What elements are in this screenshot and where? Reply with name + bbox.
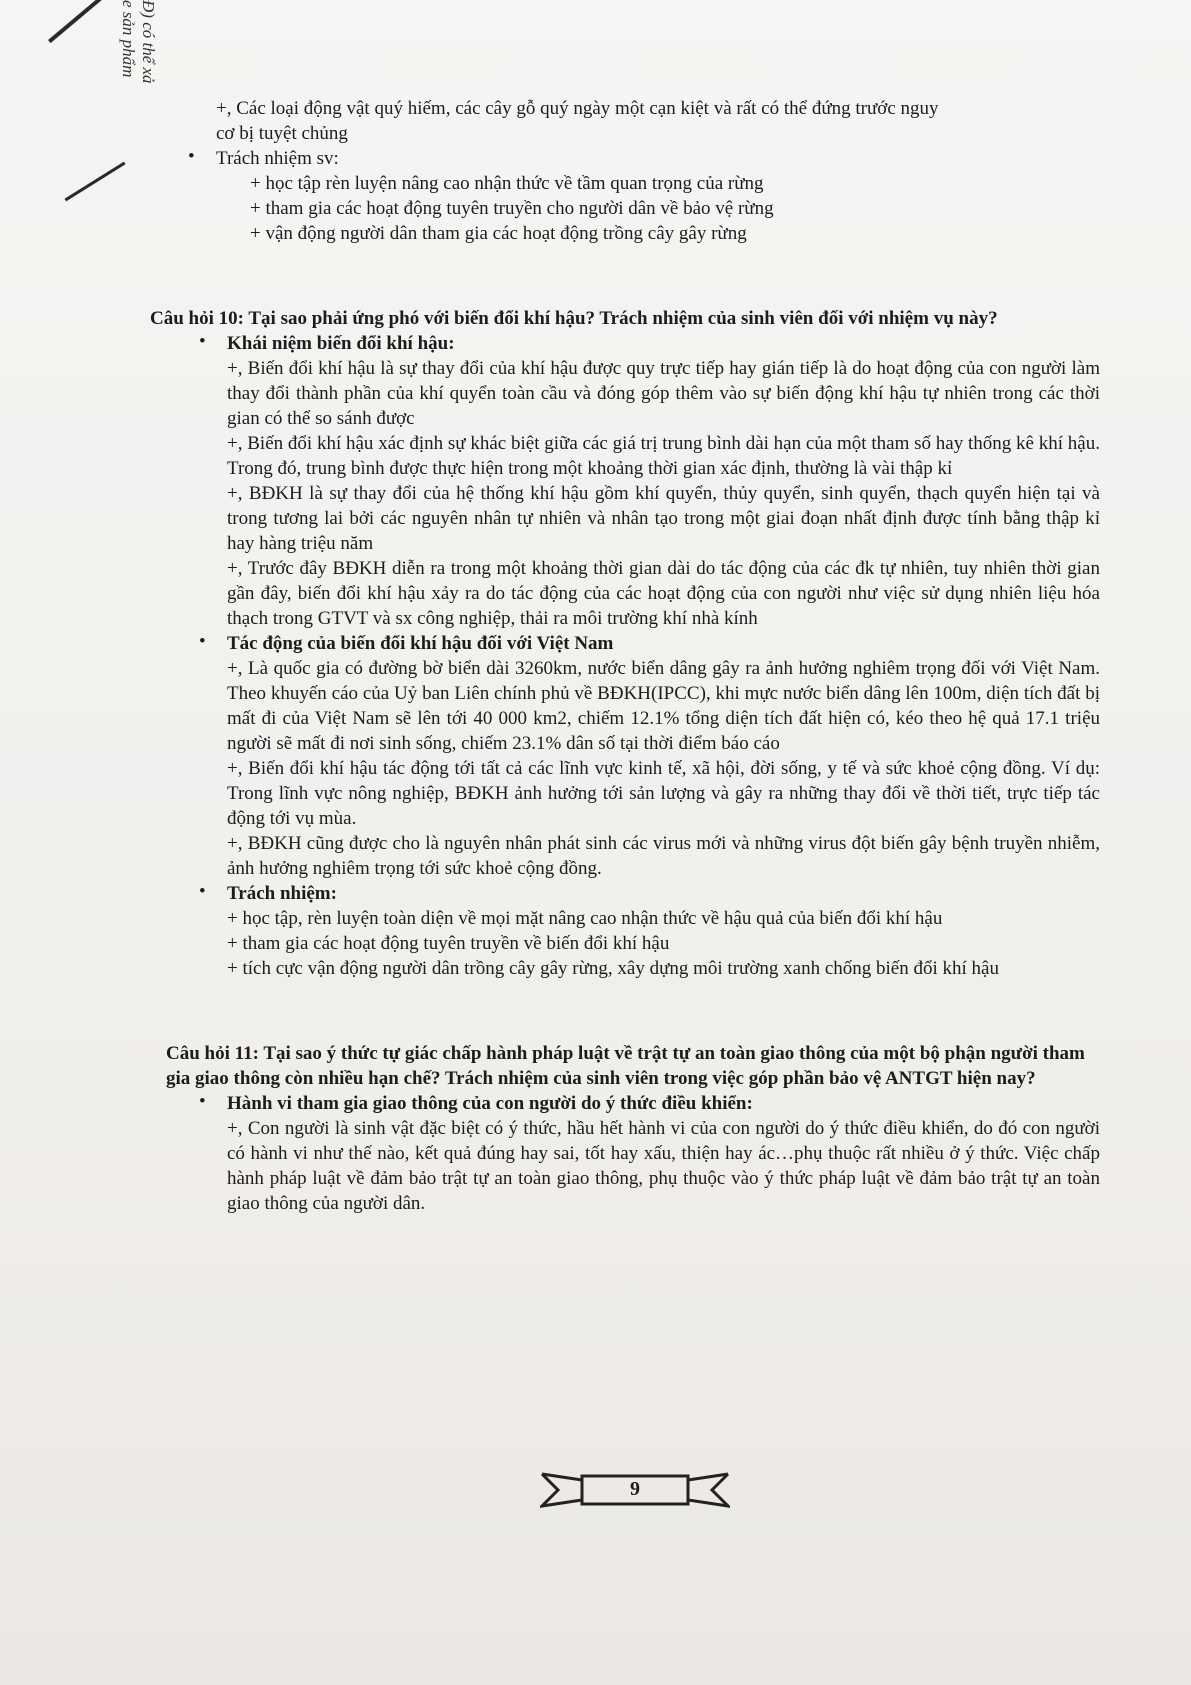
responsibility-label: Trách nhiệm sv: (216, 148, 339, 169)
bullet-item (199, 881, 1100, 906)
question-body (199, 1091, 1100, 1216)
paragraph: +, Biến đổi khí hậu tác động tới tất cả các lĩnh vực kinh tế, xã hội, đời sống, y tế và sức khoẻ cộng đồng. Ví dụ: Trong lĩnh vực nông nghiệp, BĐKH ảnh hưởng tới sản lượng và gây ra những thay đổi về thời tiết, trực tiếp tác động tới vụ mùa. (227, 758, 1100, 829)
list-item: + tích cực vận động người dân trồng cây gây rừng, xây dựng môi trường xanh chống biến đổi khí hậu (227, 958, 999, 979)
section-top (188, 96, 1100, 246)
responsibility-list (216, 171, 1100, 246)
question-title: Câu hỏi 10: Tại sao phải ứng phó với biến đổi khí hậu? Trách nhiệm của sinh viên đối với nhiệm vụ này? (150, 308, 998, 329)
list-item: + tham gia các hoạt động tuyên truyền cho người dân về bảo vệ rừng (250, 198, 774, 219)
question-title: Câu hỏi 11: Tại sao ý thức tự giác chấp hành pháp luật về trật tự an toàn giao thông của một bộ phận người tham gia giao thông còn nhiều hạn chế? Trách nhiệm của sinh viên trong việc góp phần bảo vệ ANTGT hiện nay? (166, 1043, 1085, 1089)
page-number: 9 (630, 1478, 640, 1500)
paragraph: +, Con người là sinh vật đặc biệt có ý thức, hầu hết hành vi của con người do ý thức điều khiển, do đó con người có hành vi như thế nào, kết quả đúng hay sai, tốt hay xấu, thiện hay ác…phụ thuộc rất nhiều ở ý thức. Việc chấp hành pháp luật về đảm bảo trật tự an toàn giao thông, phụ thuộc vào ý thức pháp luật về đảm bảo trật tự an toàn giao thông của người dân. (227, 1118, 1100, 1214)
text-line: +, Các loại động vật quý hiếm, các cây gỗ quý ngày một cạn kiệt và rất có thể đứng trước nguy (216, 98, 939, 119)
bullet-icon: • (199, 331, 206, 352)
list-item: + học tập rèn luyện nâng cao nhận thức về tầm quan trọng của rừng (250, 173, 764, 194)
paragraph: +, Trước đây BĐKH diễn ra trong một khoảng thời gian dài do tác động của các đk tự nhiên, tuy nhiên thời gian gần đây, biến đổi khí hậu xảy ra do tác động của các hoạt động của con người như việc sử dụng nhiên liệu hóa thạch trong GTVT và sx công nghiệp, thải ra môi trường khí nhà kính (227, 558, 1100, 629)
question-11 (166, 1041, 1100, 1216)
page-content (150, 96, 1100, 1216)
side-note-line: Đ) có thể xả (139, 0, 158, 84)
bullet-icon: • (188, 146, 195, 167)
bullet-icon: • (199, 1091, 206, 1112)
sub-heading: Khái niệm biến đổi khí hậu: (227, 333, 455, 354)
bullet-item (199, 331, 1100, 356)
bullet-icon: • (199, 631, 206, 652)
paragraph: +, Biến đổi khí hậu xác định sự khác biệt giữa các giá trị trung bình dài hạn của một tham số hay thống kê khí hậu. Trong đó, trung bình được thực hiện trong một khoảng thời gian xác định, thường là vài thập kỉ (227, 433, 1100, 479)
paragraph: +, BĐKH là sự thay đổi của hệ thống khí hậu gồm khí quyển, thủy quyển, sinh quyển, thạch quyển hiện tại và trong tương lai bởi các nguyên nhân tự nhiên và nhân tạo trong một giai đoạn nhất định được tính bằng thập kỉ hay hàng triệu năm (227, 483, 1100, 554)
bullet-item (199, 1091, 1100, 1116)
text-line: cơ bị tuyệt chủng (216, 123, 348, 144)
sub-heading: Tác động của biến đổi khí hậu đối với Việt Nam (227, 633, 614, 654)
list-item: + tham gia các hoạt động tuyên truyền về biến đổi khí hậu (227, 933, 670, 954)
question-body (199, 331, 1100, 981)
side-note (88, 0, 158, 110)
question-10 (150, 306, 1100, 981)
sub-heading: Hành vi tham gia giao thông của con người do ý thức điều khiển: (227, 1093, 753, 1114)
side-note-line: e sản phẩm (119, 0, 138, 78)
bullet-icon: • (199, 881, 206, 902)
bullet-item (188, 146, 1100, 171)
list-item: + học tập, rèn luyện toàn diện về mọi mặt nâng cao nhận thức về hậu quả của biến đổi khí hậu (227, 908, 943, 929)
list-item: + vận động người dân tham gia các hoạt động trồng cây gây rừng (250, 223, 747, 244)
bullet-item (199, 631, 1100, 656)
paragraph: +, Là quốc gia có đường bờ biển dài 3260km, nước biển dâng gây ra ảnh hưởng nghiêm trọng đối với Việt Nam. Theo khuyến cáo của Uỷ ban Liên chính phủ về BĐKH(IPCC), khi mực nước biển dâng lên 100m, diện tích đất bị mất đi của Việt Nam sẽ lên tới 40 000 km2, chiếm 12.1% tổng diện tích đất hiện có, kéo theo hệ quả 17.1 triệu người sẽ mất đi nơi sinh sống, chiếm 23.1% dân số tại thời điểm báo cáo (227, 658, 1100, 754)
fold-line-lower (65, 162, 126, 202)
page-number-frame (540, 1470, 730, 1510)
paragraph: +, Biến đổi khí hậu là sự thay đổi của khí hậu được quy trực tiếp hay gián tiếp là do hoạt động của con người làm thay đổi thành phần của khí quyển toàn cầu và đóng góp thêm vào sự biến động khí hậu tự nhiên trong các thời gian có thể so sánh được (227, 358, 1100, 429)
sub-heading: Trách nhiệm: (227, 883, 337, 904)
paragraph: +, BĐKH cũng được cho là nguyên nhân phát sinh các virus mới và những virus đột biến gây bệnh truyền nhiễm, ảnh hưởng nghiêm trọng tới sức khoẻ cộng đồng. (227, 833, 1100, 879)
